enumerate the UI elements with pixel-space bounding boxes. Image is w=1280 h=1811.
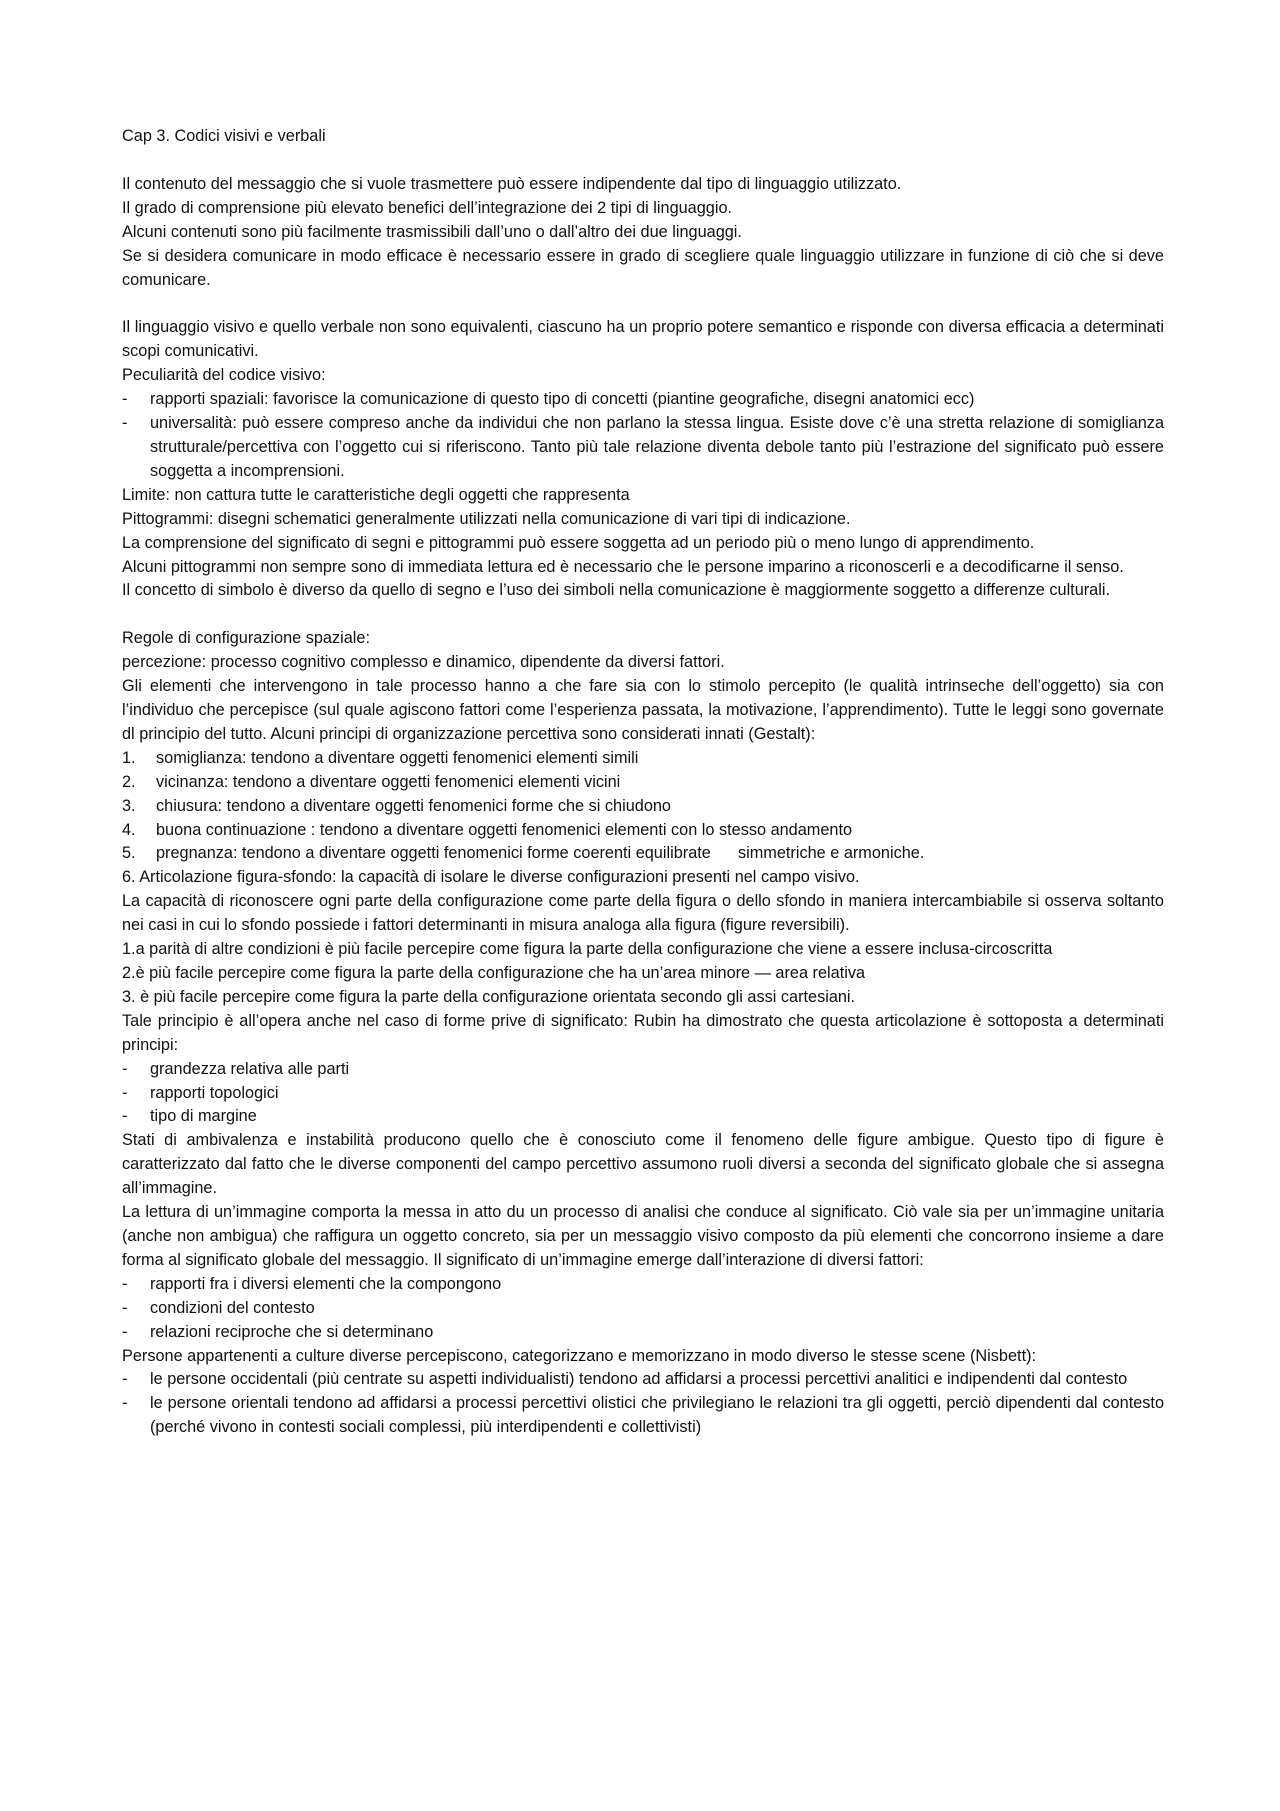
paragraph: Stati di ambivalenza e instabilità producono quello che è conosciuto come il fenomeno delle figure ambigue. Questo tipo di figure è caratterizzato dal fatto che le diverse componenti del campo percettivo assumono ruoli diversi a seconda del significato globale che si assegna all’immagine. [122,1131,1164,1198]
list-item [122,1273,1164,1297]
list-number: 1. [122,748,136,767]
intro-line: Se si desidera comunicare in modo efficace è necessario essere in grado di scegliere quale linguaggio utilizzare in funzione di ciò che si deve comunicare. [122,246,1164,289]
paragraph: Limite: non cattura tutte le caratteristiche degli oggetti che rappresenta [122,485,630,504]
paragraph: Il linguaggio visivo e quello verbale non sono equivalenti, ciascuno ha un proprio potere semantico e risponde con diversa efficacia a determinati scopi comunicativi. [122,318,1164,361]
list-item-text: somiglianza: tendono a diventare oggetti fenomenici elementi simili [156,748,639,767]
list-item [122,1105,1164,1129]
paragraph: percezione: processo cognitivo complesso e dinamico, dipendente da diversi fattori. [122,653,725,672]
intro-line: Il grado di comprensione più elevato benefici dell’integrazione dei 2 tipi di linguaggio. [122,198,733,217]
list-item-text: rapporti fra i diversi elementi che la compongono [150,1274,502,1293]
rubin-principles-list [122,1058,1164,1130]
list-item [122,412,1164,484]
paragraph: La lettura di un’immagine comporta la messa in atto du un processo di analisi che conduce al significato. Ciò vale sia per un’immagine unitaria (anche non ambigua) che raffigura un oggetto concreto, sia per un messaggio visivo composto da più elementi che concorrono insieme a dare forma al significato globale del messaggio. Il significato di un’immagine emerge dall’interazione di diversi fattori: [122,1203,1164,1269]
paragraph-label: Peculiarità del codice visivo: [122,366,326,385]
dash-bullet: - [122,1083,128,1102]
paragraph: Persone appartenenti a culture diverse percepiscono, categorizzano e memorizzano in modo diverso le stesse scene (Nisbett): [122,1346,1037,1365]
list-item-text: tipo di margine [150,1107,257,1126]
dash-bullet: - [122,1298,128,1317]
dash-bullet: - [122,1322,128,1341]
section-heading: Regole di configurazione spaziale: [122,629,370,648]
spacer [122,149,1164,173]
dash-bullet: - [122,1370,128,1389]
list-item-text: rapporti topologici [150,1083,279,1102]
paragraph: Tale principio è all’opera anche nel caso di forme prive di significato: Rubin ha dimostrato che questa articolazione è sottoposta a determinati principi: [122,1011,1164,1054]
culture-list [122,1368,1164,1440]
spacer [122,603,1164,627]
list-item [122,1392,1164,1440]
list-item-text: grandezza relativa alle parti [150,1059,350,1078]
paragraph: Gli elementi che intervengono in tale processo hanno a che fare sia con lo stimolo percepito (le qualità intrinseche dell’oggetto) sia con l’individuo che percepisce (sul quale agiscono fattori come l’esperienza passata, la motivazione, l’apprendimento). Tutte le leggi sono governate dl principio del tutto. Alcuni principi di organizzazione percettiva sono considerati innati (Gestalt): [122,677,1164,743]
paragraph: 1.a parità di altre condizioni è più facile percepire come figura la parte della configurazione che viene a essere inclusa-circoscritta [122,940,1053,959]
dash-bullet: - [122,1107,128,1126]
paragraph: La capacità di riconoscere ogni parte della configurazione come parte della figura o dello sfondo in maniera intercambiabile si osserva soltanto nei casi in cui lo sfondo possiede i fattori determinanti in misura analoga alla figura (figure reversibili). [122,892,1164,935]
paragraph: 2.è più facile percepire come figura la parte della configurazione che ha un’area minore — area relativa [122,964,866,982]
list-item [122,747,1164,771]
paragraph: Alcuni pittogrammi non sempre sono di immediata lettura ed è necessario che le persone imparino a riconoscerli e a decodificarne il senso. [122,557,1124,576]
paragraph: 6. Articolazione figura-sfondo: la capacità di isolare le diverse configurazioni presenti nel campo visivo. [122,868,860,887]
list-item-text: condizioni del contesto [150,1298,315,1317]
peculiarity-list [122,388,1164,484]
paragraph: 3. è più facile percepire come figura la parte della configurazione orientata secondo gli assi cartesiani. [122,987,856,1006]
dash-bullet: - [122,1394,128,1413]
list-number: 5. [122,844,136,863]
list-item [122,842,1164,866]
list-item [122,795,1164,819]
list-item [122,1082,1164,1106]
list-item [122,819,1164,843]
dash-bullet: - [122,414,128,433]
spacer [122,292,1164,316]
list-item-text: relazioni reciproche che si determinano [150,1322,434,1341]
paragraph: Il concetto di simbolo è diverso da quello di segno e l’uso dei simboli nella comunicazione è maggiormente soggetto a differenze culturali. [122,581,1110,600]
page-title: Cap 3. Codici visivi e verbali [122,127,326,145]
visual-code-section [122,316,1164,603]
spatial-rules-section [122,627,1164,1440]
list-item-text: universalità: può essere compreso anche da individui che non parlano la stessa lingua. Esiste dove c’è una stretta relazione di somiglianza strutturale/percettiva con l’oggetto cui si riferiscono. Tanto più tale relazione diventa debole tanto più l’estrazione del significato può essere soggetta a incomprensioni. [150,414,1164,480]
list-item [122,771,1164,795]
list-item-text: buona continuazione : tendono a diventare oggetti fenomenici elementi con lo stesso andamento [156,820,853,839]
intro-line: Alcuni contenuti sono più facilmente trasmissibili dall’uno o dall’altro dei due linguaggi. [122,222,742,241]
list-item-text: vicinanza: tendono a diventare oggetti fenomenici elementi vicini [156,772,621,791]
list-item-text: chiusura: tendono a diventare oggetti fenomenici forme che si chiudono [156,796,671,815]
list-number: 3. [122,796,136,815]
list-item-text: pregnanza: tendono a diventare oggetti fenomenici forme coerenti equilibrate simmetriche e armoniche. [156,844,925,863]
list-item [122,1368,1164,1392]
list-item [122,1297,1164,1321]
dash-bullet: - [122,1059,128,1078]
list-item-text: le persone occidentali (più centrate su aspetti individualisti) tendono ad affidarsi a processi percettivi analitici e indipendenti dal contesto [150,1370,1128,1389]
document-page [122,125,1164,1440]
list-item [122,1058,1164,1082]
paragraph: La comprensione del significato di segni e pittogrammi può essere soggetta ad un periodo più o meno lungo di apprendimento. [122,533,1035,552]
dash-bullet: - [122,390,128,409]
list-item-text: rapporti spaziali: favorisce la comunicazione di questo tipo di concetti (piantine geografiche, disegni anatomici ecc) [150,390,975,409]
dash-bullet: - [122,1274,128,1293]
list-item [122,388,1164,412]
list-number: 4. [122,820,136,839]
paragraph: Pittogrammi: disegni schematici generalmente utilizzati nella comunicazione di vari tipi di indicazione. [122,509,851,528]
gestalt-principles-list [122,747,1164,867]
meaning-factors-list [122,1273,1164,1345]
list-item [122,1321,1164,1345]
intro-section [122,173,1164,293]
list-item-text: le persone orientali tendono ad affidarsi a processi percettivi olistici che privilegiano le relazioni tra gli oggetti, perciò dipendenti dal contesto (perché vivono in contesti sociali complessi, più interdipendenti e collettivisti) [150,1394,1164,1437]
intro-line: Il contenuto del messaggio che si vuole trasmettere può essere indipendente dal tipo di linguaggio utilizzato. [122,174,902,193]
list-number: 2. [122,772,136,791]
